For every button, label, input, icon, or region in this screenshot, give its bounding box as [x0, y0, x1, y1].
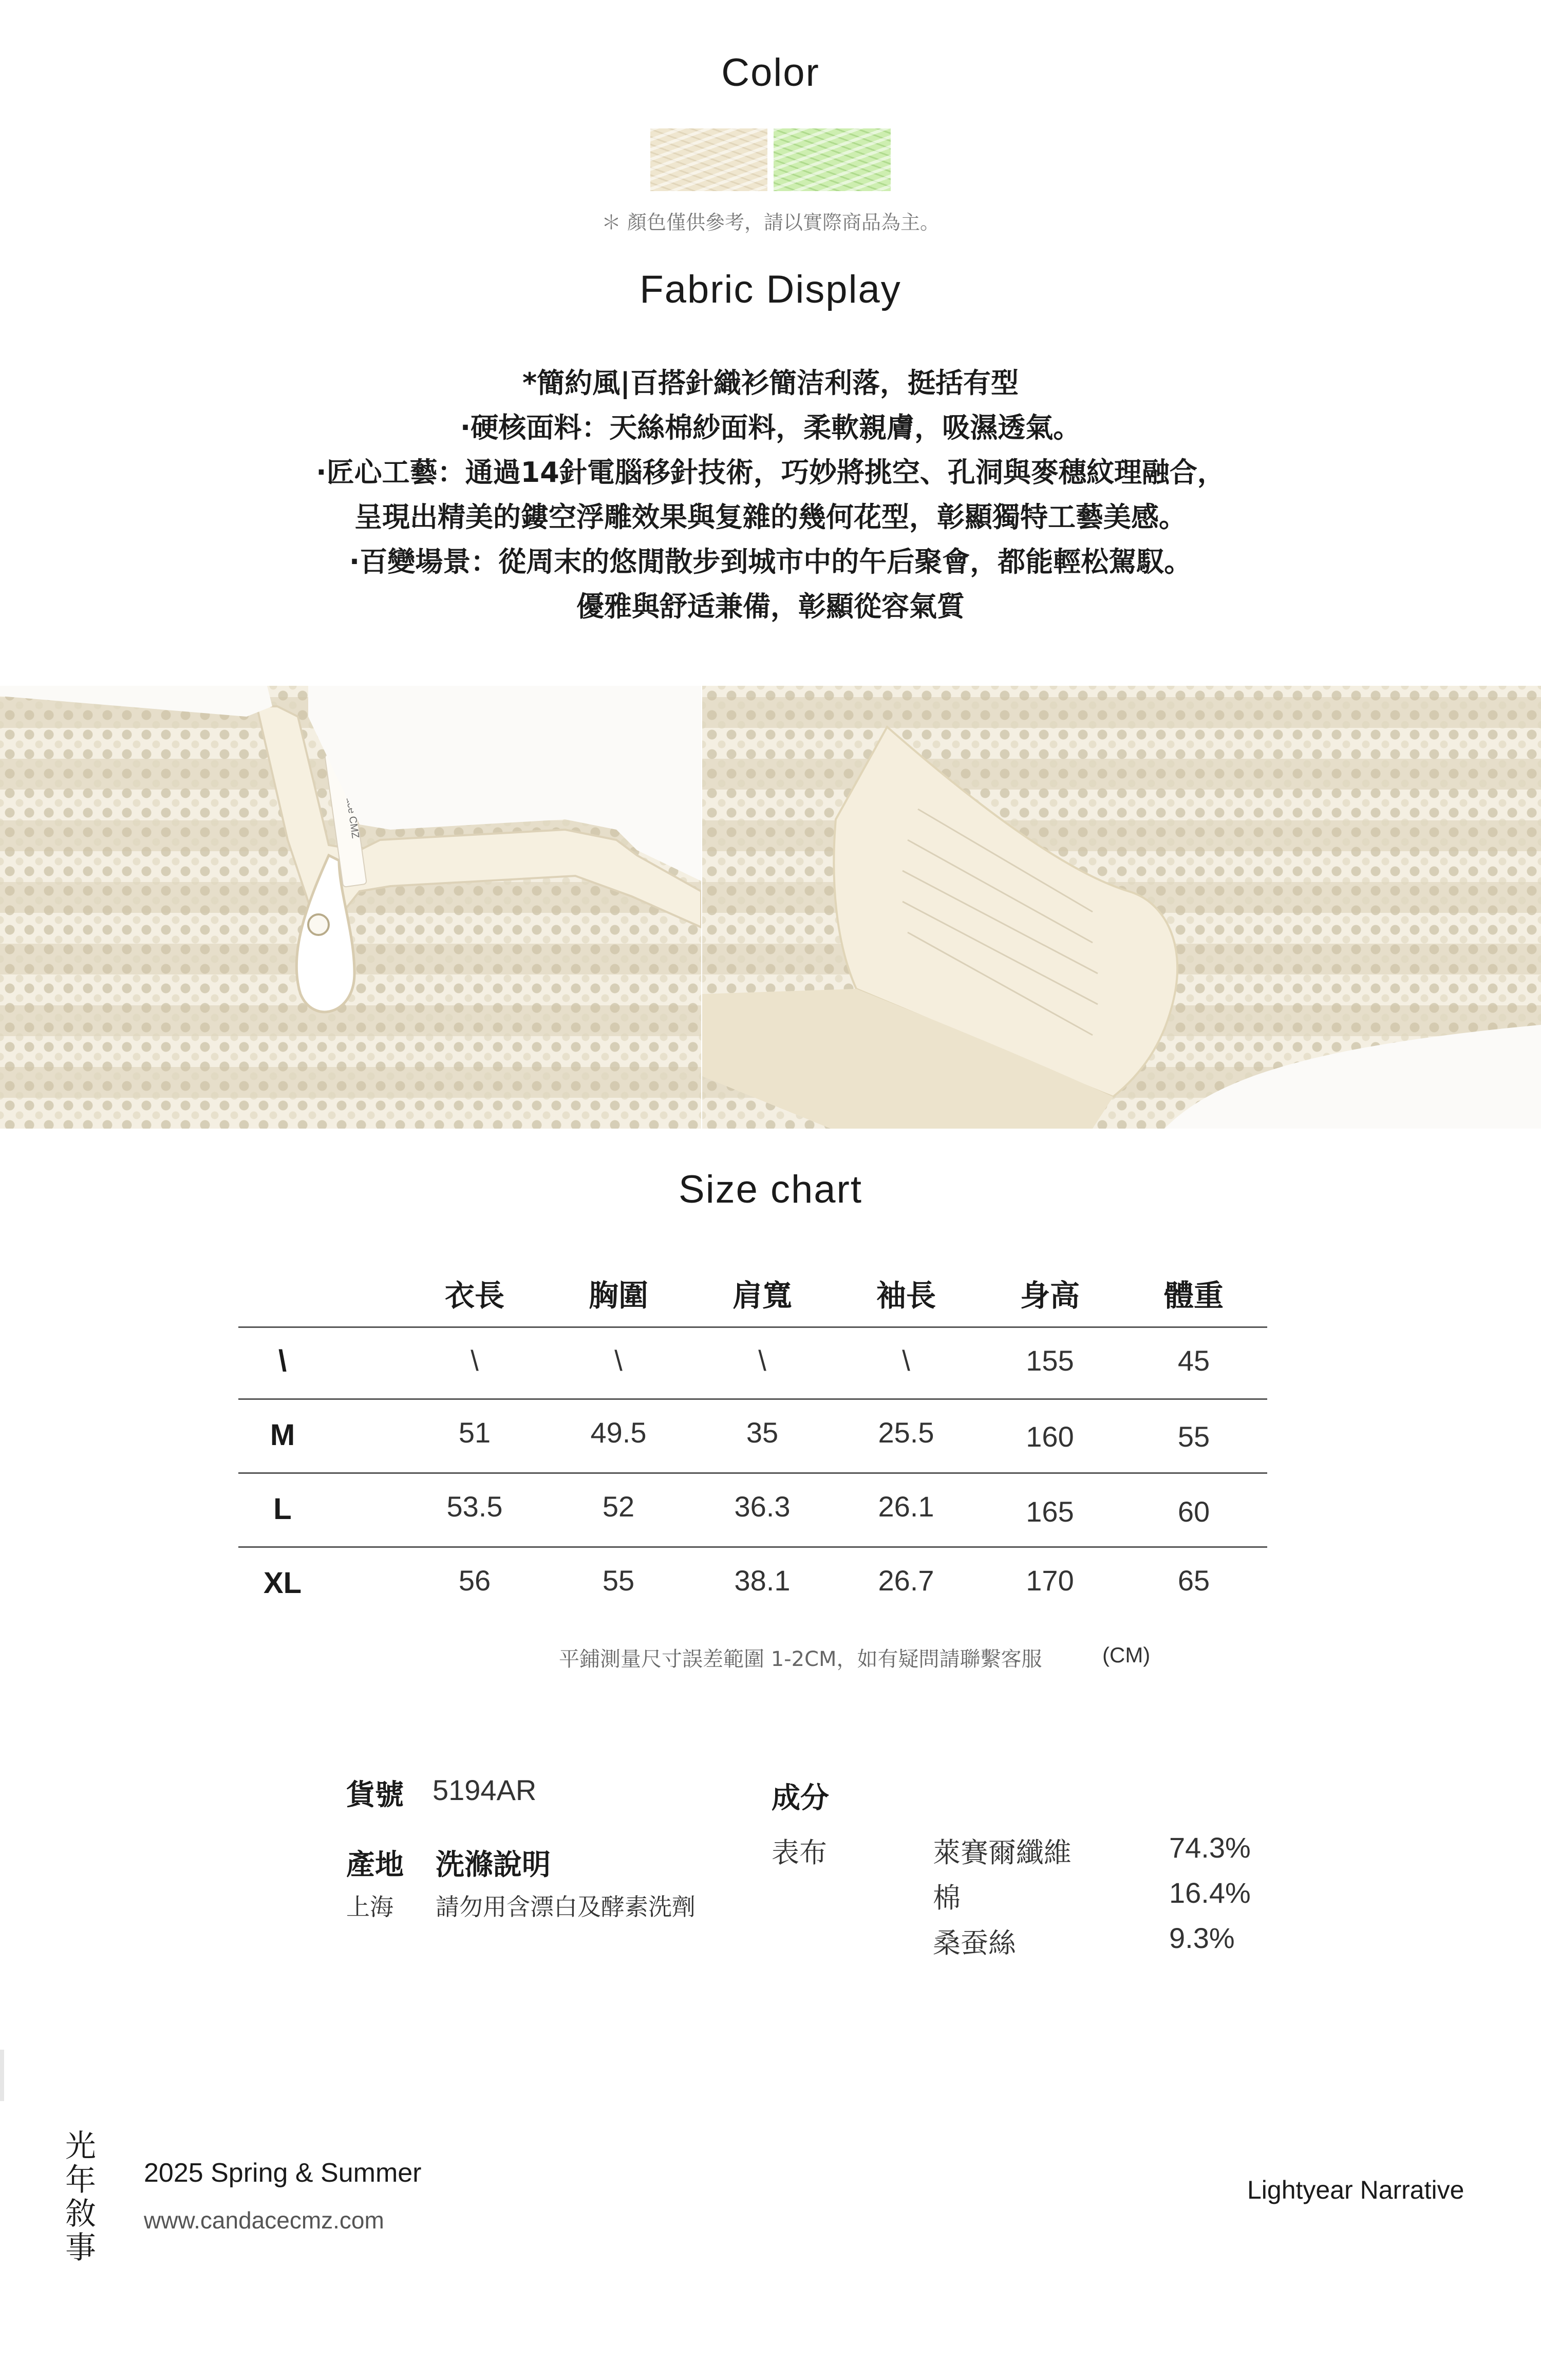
cell: 49.5	[590, 1416, 647, 1449]
brand-char: 光	[65, 2128, 96, 2164]
material-percent: 16.4%	[1169, 1877, 1251, 1909]
desc-line: *簡約風|百搭針織衫簡洁利落，挺括有型	[522, 367, 1019, 399]
material-name: 萊賽爾纖維	[933, 1836, 1072, 1869]
desc-line: 優雅與舒适兼備，彰顯從容氣質	[576, 590, 965, 623]
cell: 38.1	[734, 1564, 791, 1597]
header-length: 衣長	[444, 1278, 504, 1313]
size-chart-title: Size chart	[679, 1168, 862, 1211]
sku-label: 貨號	[346, 1778, 404, 1812]
table-divider	[238, 1472, 1267, 1474]
row-size-label: M	[270, 1418, 295, 1452]
edge-mark	[0, 2050, 4, 2101]
material-name: 棉	[933, 1882, 961, 1914]
part-label: 表布	[772, 1836, 827, 1869]
table-divider	[238, 1326, 1267, 1328]
season-text: 2025 Spring & Summer	[144, 2158, 422, 2188]
cell: \	[902, 1344, 910, 1377]
table-divider	[238, 1398, 1267, 1400]
cell: 170	[1026, 1564, 1074, 1597]
brand-char: 年	[65, 2162, 96, 2198]
color-title: Color	[721, 51, 820, 95]
header-chest: 胸圍	[588, 1278, 648, 1313]
color-note: ＊ 顏色僅供參考，請以實際商品為主。	[601, 211, 940, 234]
size-unit: (CM)	[1102, 1643, 1151, 1667]
row-size-label: \	[278, 1344, 287, 1378]
row-size-label: L	[273, 1492, 292, 1526]
cell: 56	[458, 1564, 491, 1597]
cell: 165	[1026, 1495, 1074, 1528]
origin-label: 產地	[346, 1848, 404, 1882]
header-weight: 體重	[1163, 1278, 1224, 1313]
brand-english-name: Lightyear Narrative	[1247, 2176, 1464, 2204]
green-swatch[interactable]	[774, 128, 891, 191]
wash-label: 洗滌說明	[436, 1848, 551, 1882]
row-size-label: XL	[263, 1566, 302, 1600]
fabric-title: Fabric Display	[640, 268, 901, 311]
composition-label: 成分	[772, 1782, 829, 1815]
cell: 45	[1177, 1344, 1210, 1377]
cell: 60	[1177, 1495, 1210, 1528]
hem-detail-photo	[702, 686, 1541, 1129]
cell: \	[758, 1344, 766, 1377]
cell: \	[614, 1344, 623, 1377]
material-name: 桑蚕絲	[933, 1927, 1016, 1959]
header-height: 身高	[1020, 1278, 1080, 1313]
cell: 55	[602, 1564, 635, 1597]
brand-vertical-text	[64, 2129, 97, 2265]
desc-line: ·百變場景：從周末的悠閒散步到城市中的午后聚會，都能輕松駕馭。	[349, 546, 1192, 578]
material-percent: 9.3%	[1169, 1922, 1235, 1954]
cell: 51	[458, 1416, 491, 1449]
material-percent: 74.3%	[1169, 1831, 1251, 1864]
cell: 160	[1026, 1420, 1074, 1453]
cell: 55	[1177, 1420, 1210, 1453]
fabric-description	[0, 361, 1541, 629]
brand-char: 敘	[65, 2196, 96, 2232]
desc-line: ·硬核面料：天絲棉紗面料，柔軟親膚，吸濕透氣。	[460, 411, 1081, 444]
cell: \	[471, 1344, 479, 1377]
brand-char: 事	[65, 2230, 96, 2266]
cell: 155	[1026, 1344, 1074, 1377]
cell: 26.1	[878, 1490, 934, 1523]
wash-value: 請勿用含漂白及酵素洗劑	[436, 1893, 696, 1921]
header-shoulder: 肩寬	[732, 1278, 792, 1313]
cell: 52	[602, 1490, 635, 1523]
cream-swatch[interactable]	[650, 128, 767, 191]
cell: 26.7	[878, 1564, 934, 1597]
header-sleeve: 袖長	[876, 1278, 936, 1313]
collar-closeup-photo	[0, 686, 701, 1129]
desc-line: ·匠心工藝：通過14針電腦移針技術，巧妙將挑空、孔洞與麥穗紋理融合，	[316, 456, 1225, 489]
size-note: 平鋪測量尺寸誤差範圍 1-2CM，如有疑問請聯繫客服	[559, 1647, 1042, 1671]
cell: 25.5	[878, 1416, 934, 1449]
cell: 35	[746, 1416, 779, 1449]
cell: 65	[1177, 1564, 1210, 1597]
cell: 36.3	[734, 1490, 791, 1523]
cell: 53.5	[446, 1490, 503, 1523]
desc-line: 呈現出精美的鏤空浮雕效果與复雜的幾何花型，彰顯獨特工藝美感。	[354, 501, 1187, 533]
table-divider	[238, 1546, 1267, 1548]
origin-value: 上海	[346, 1893, 393, 1921]
website-link[interactable]: www.candacecmz.com	[144, 2207, 384, 2234]
sku-value: 5194AR	[433, 1774, 537, 1806]
